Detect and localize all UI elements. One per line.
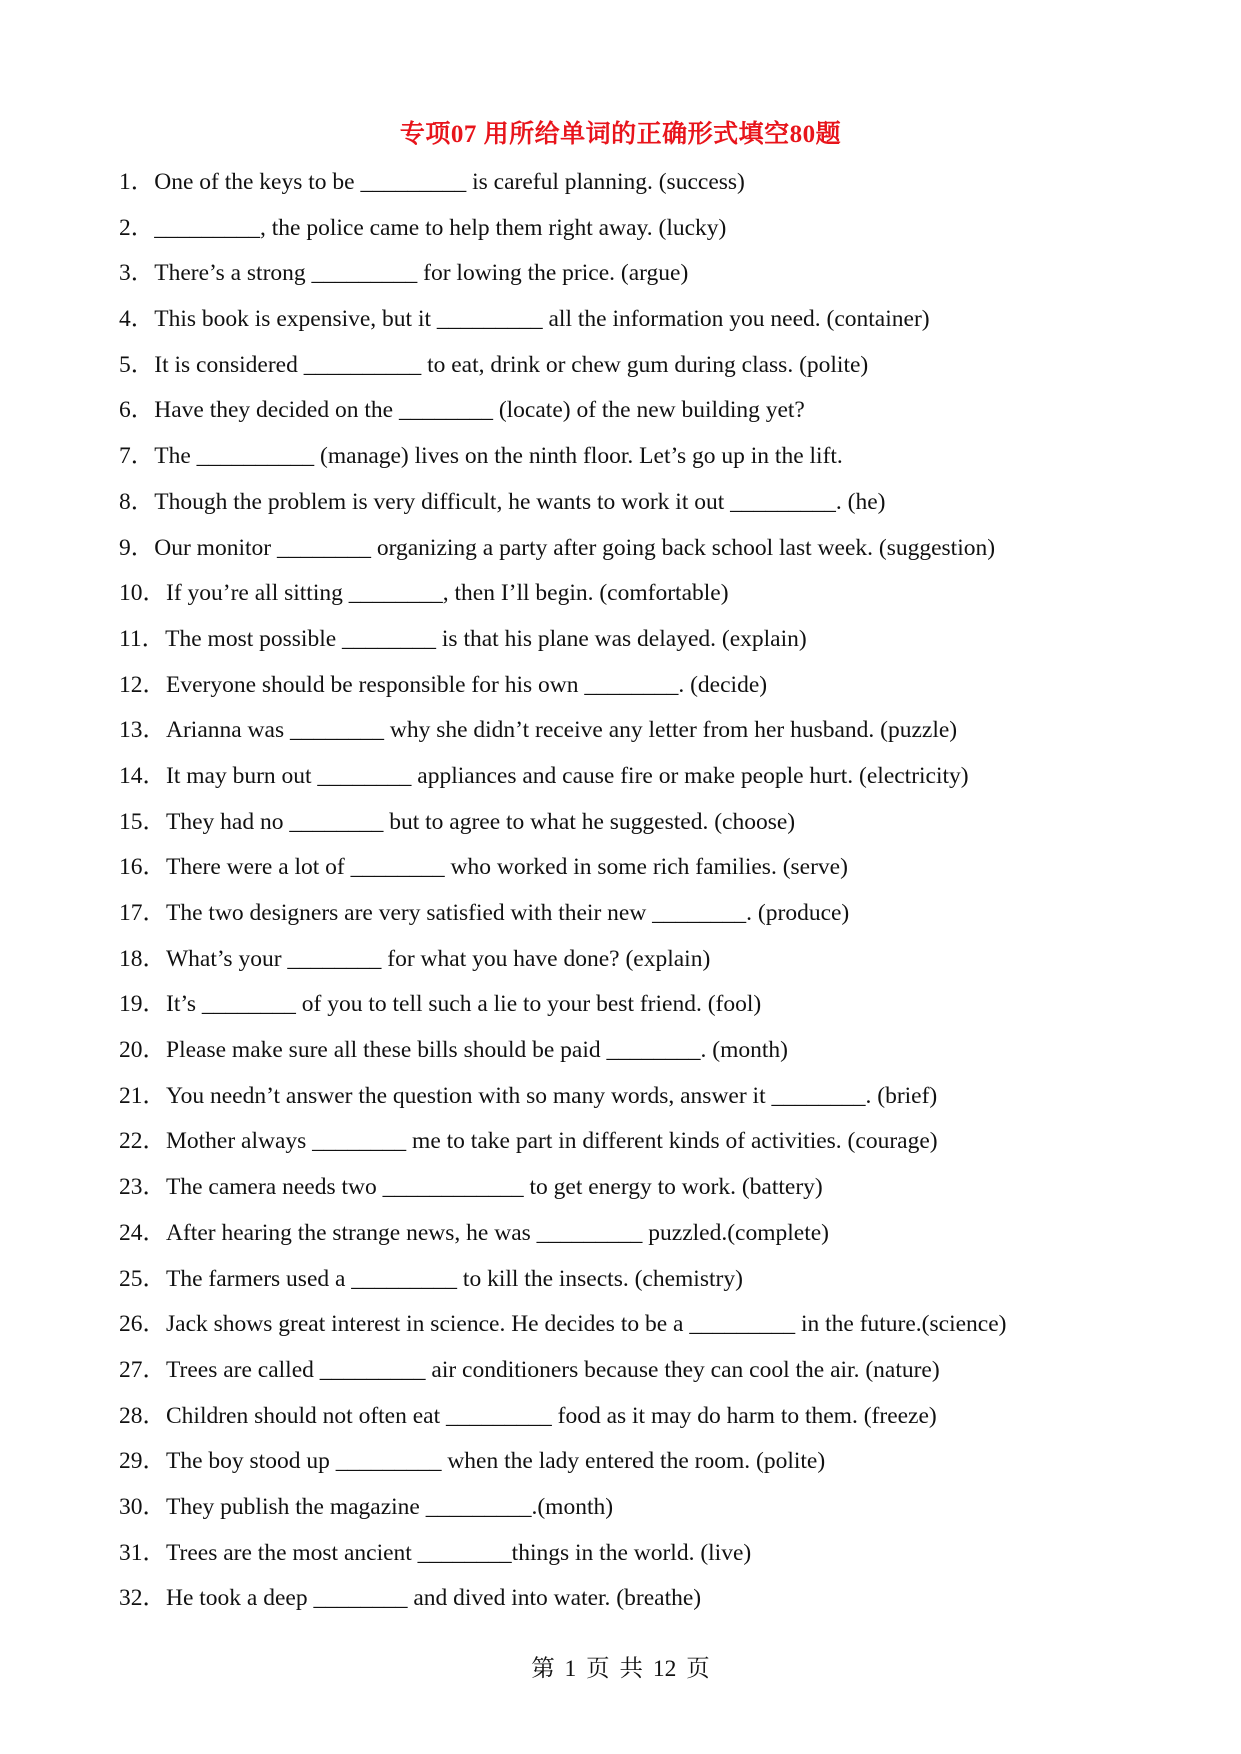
question-item [119, 617, 1129, 663]
question-text: Please make sure all these bills should be paid ________. (month) [166, 1037, 788, 1064]
question-item [119, 160, 1129, 206]
question-number: 25． [119, 1265, 166, 1292]
question-text: He took a deep ________ and dived into water. (breathe) [166, 1585, 702, 1612]
question-text: The __________ (manage) lives on the ninth floor. Let’s go up in the lift. [154, 443, 843, 470]
question-number: 15． [119, 808, 166, 835]
page-title: 专项07 用所给单词的正确形式填空80题 [399, 121, 842, 148]
question-number: 18． [119, 945, 166, 972]
question-number: 23． [119, 1174, 166, 1201]
question-text: One of the keys to be _________ is careful planning. (success) [154, 169, 745, 195]
question-number: 31． [119, 1539, 166, 1566]
question-number: 20． [119, 1037, 166, 1064]
question-item [119, 708, 1129, 754]
question-item [119, 1394, 1129, 1440]
question-number: 11． [119, 625, 166, 652]
question-item [119, 891, 1129, 937]
page-footer: 第 1 页 共 12 页 [531, 1656, 710, 1682]
question-list [119, 160, 1129, 1622]
question-item [119, 206, 1129, 252]
question-number: 19． [119, 991, 166, 1018]
question-text: There were a lot of ________ who worked in some rich families. (serve) [166, 854, 848, 881]
question-item [119, 1211, 1129, 1257]
question-number: 3． [119, 260, 155, 287]
question-text: _________, the police came to help them right away. (lucky) [154, 214, 727, 241]
question-item [119, 937, 1129, 983]
question-item [119, 1531, 1129, 1577]
question-text: There’s a strong _________ for lowing the price. (argue) [154, 260, 689, 287]
question-item [119, 1576, 1129, 1622]
question-text: It may burn out ________ appliances and cause fire or make people hurt. (electricity) [166, 762, 969, 789]
question-item [119, 480, 1129, 526]
question-item [119, 1165, 1129, 1211]
question-number: 6． [119, 397, 155, 424]
question-item [119, 845, 1129, 891]
question-text: The two designers are very satisfied with their new ________. (produce) [166, 900, 850, 926]
question-number: 7． [119, 443, 155, 470]
question-number: 16． [119, 854, 166, 881]
question-number: 1． [119, 169, 155, 195]
question-item [119, 1302, 1129, 1348]
question-number: 2． [119, 214, 155, 241]
question-number: 17． [119, 900, 166, 926]
question-item [119, 297, 1129, 343]
question-text: It is considered __________ to eat, drink or chew gum during class. (polite) [154, 351, 869, 378]
question-number: 8． [119, 488, 155, 515]
question-number: 5． [119, 351, 155, 378]
question-item [119, 800, 1129, 846]
question-text: Mother always ________ me to take part in different kinds of activities. (courage) [166, 1128, 938, 1155]
question-item [119, 251, 1129, 297]
question-text: Arianna was ________ why she didn’t receive any letter from her husband. (puzzle) [166, 717, 958, 744]
question-text: Trees are the most ancient ________things in the world. (live) [166, 1539, 752, 1566]
question-item [119, 1348, 1129, 1394]
question-item [119, 1485, 1129, 1531]
question-number: 26． [119, 1311, 166, 1338]
question-text: Children should not often eat _________ food as it may do harm to them. (freeze) [166, 1402, 937, 1429]
question-number: 32． [119, 1585, 166, 1612]
question-text: The boy stood up _________ when the lady entered the room. (polite) [166, 1448, 826, 1475]
question-text: Jack shows great interest in science. He decides to be a _________ in the future.(science) [166, 1311, 1007, 1338]
question-item [119, 663, 1129, 709]
question-number: 13． [119, 717, 166, 744]
question-item [119, 1119, 1129, 1165]
question-text: If you’re all sitting ________, then I’ll begin. (comfortable) [166, 580, 729, 607]
question-text: Have they decided on the ________ (locate) of the new building yet? [154, 397, 805, 424]
question-item [119, 434, 1129, 480]
question-text: The camera needs two ____________ to get energy to work. (battery) [166, 1174, 823, 1201]
question-number: 28． [119, 1402, 166, 1429]
question-number: 22． [119, 1128, 166, 1155]
question-item [119, 1439, 1129, 1485]
question-text: Everyone should be responsible for his own ________. (decide) [166, 671, 768, 698]
question-number: 14． [119, 762, 166, 789]
question-text: The most possible ________ is that his plane was delayed. (explain) [165, 625, 807, 652]
question-text: Trees are called _________ air conditioners because they can cool the air. (nature) [166, 1356, 940, 1383]
question-item [119, 571, 1129, 617]
question-text: This book is expensive, but it _________ all the information you need. (container) [154, 306, 930, 333]
question-number: 24． [119, 1219, 166, 1246]
question-text: It’s ________ of you to tell such a lie to your best friend. (fool) [166, 991, 762, 1018]
question-text: They publish the magazine _________.(month) [166, 1493, 614, 1520]
question-text: What’s your ________ for what you have done? (explain) [166, 945, 711, 972]
question-text: Though the problem is very difficult, he wants to work it out _________. (he) [154, 488, 886, 515]
question-item [119, 526, 1129, 572]
question-number: 10． [119, 580, 166, 607]
question-text: They had no ________ but to agree to what he suggested. (choose) [166, 808, 796, 835]
question-item [119, 982, 1129, 1028]
question-item [119, 1074, 1129, 1120]
question-number: 9． [119, 534, 155, 561]
question-text: The farmers used a _________ to kill the insects. (chemistry) [166, 1265, 743, 1292]
question-number: 27． [119, 1356, 166, 1383]
question-item [119, 343, 1129, 389]
question-text: After hearing the strange news, he was _________ puzzled.(complete) [166, 1219, 829, 1246]
question-number: 21． [119, 1082, 166, 1109]
question-item [119, 1028, 1129, 1074]
question-text: You needn’t answer the question with so many words, answer it ________. (brief) [166, 1082, 938, 1109]
question-item [119, 1257, 1129, 1303]
question-number: 30． [119, 1493, 166, 1520]
question-item [119, 754, 1129, 800]
question-number: 12． [119, 671, 166, 698]
question-item [119, 388, 1129, 434]
question-number: 4． [119, 306, 155, 333]
question-text: Our monitor ________ organizing a party after going back school last week. (suggestion) [154, 534, 996, 561]
question-number: 29． [119, 1448, 166, 1475]
